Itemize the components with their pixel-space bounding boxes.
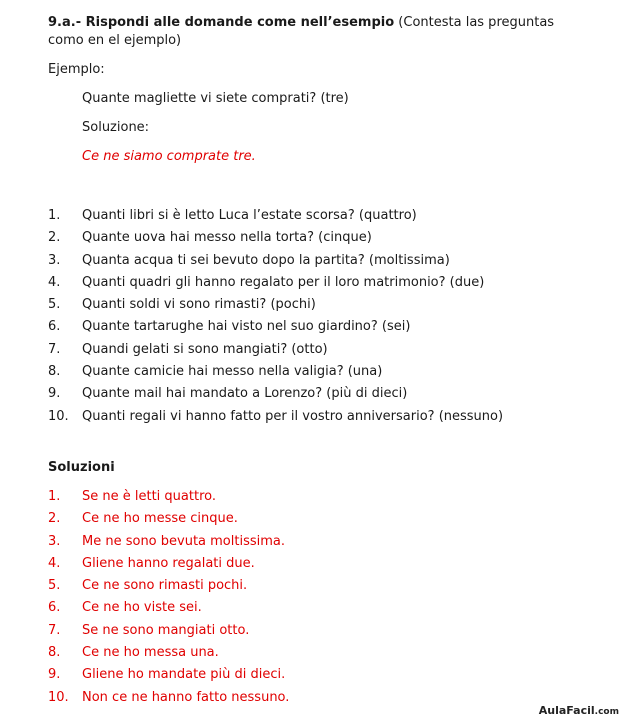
example-solution-label: Soluzione:	[82, 120, 150, 135]
solution-text: Gliene ho mandate più di dieci.	[82, 667, 286, 683]
question-text: Quanti regali vi hanno fatto per il vostro anniversario? (nessuno)	[82, 408, 504, 424]
solution-number: 10.	[48, 689, 69, 705]
solution-number: 8.	[48, 645, 61, 661]
question-text: Quandi gelati si sono mangiati? (otto)	[82, 341, 328, 357]
solution-number: 7.	[48, 622, 61, 638]
question-text: Quante uova hai messo nella torta? (cinque)	[82, 230, 372, 246]
question-number: 1.	[48, 208, 61, 223]
watermark-brand: AulaFacil	[538, 704, 595, 717]
exercise-title-italian: 9.a.- Rispondi alle domande come nell’esempio	[48, 15, 395, 30]
question-text: Quanti quadri gli hanno regalato per il loro matrimonio? (due)	[82, 274, 485, 290]
question-number: 10.	[48, 408, 69, 424]
question-number: 9.	[48, 386, 61, 402]
solution-text: Se ne sono mangiati otto.	[82, 622, 250, 638]
question-number: 3.	[48, 252, 61, 268]
exercise-title	[48, 14, 588, 50]
solution-number: 2.	[48, 511, 61, 527]
example-question: Quante magliette vi siete comprati? (tre)	[82, 91, 349, 106]
solution-text: Non ce ne hanno fatto nessuno.	[82, 689, 290, 705]
question-text: Quante tartarughe hai visto nel suo giardino? (sei)	[82, 319, 411, 335]
solution-number: 6.	[48, 600, 61, 616]
question-number: 8.	[48, 364, 61, 380]
solution-text: Gliene hanno regalati due.	[82, 555, 255, 571]
exercise-title-translation: (Contesta las preguntas como en el ejemplo)	[48, 15, 555, 48]
solution-number: 1.	[48, 489, 61, 504]
solution-text: Ce ne ho viste sei.	[82, 600, 202, 616]
solution-text: Ce ne sono rimasti pochi.	[82, 578, 248, 594]
question-text: Quanti soldi vi sono rimasti? (pochi)	[82, 297, 316, 313]
solution-number: 3.	[48, 533, 61, 549]
solution-text: Me ne sono bevuta moltissima.	[82, 533, 286, 549]
solution-number: 9.	[48, 667, 61, 683]
question-number: 7.	[48, 341, 61, 357]
example-label: Ejemplo:	[48, 62, 105, 77]
solution-text: Ce ne ho messe cinque.	[82, 511, 238, 527]
solution-number: 4.	[48, 555, 61, 571]
question-text: Quanti libri si è letto Luca l’estate scorsa? (quattro)	[82, 208, 417, 223]
watermark-domain: .com	[594, 707, 619, 717]
solution-text: Ce ne ho messa una.	[82, 645, 219, 661]
aulafacil-watermark	[539, 704, 619, 719]
question-number: 2.	[48, 230, 61, 246]
question-text: Quante camicie hai messo nella valigia? (una)	[82, 364, 383, 380]
question-number: 6.	[48, 319, 61, 335]
example-answer: Ce ne siamo comprate tre.	[82, 149, 256, 164]
solutions-heading: Soluzioni	[48, 460, 115, 475]
question-number: 4.	[48, 274, 61, 290]
solution-number: 5.	[48, 578, 61, 594]
question-text: Quanta acqua ti sei bevuto dopo la partita? (moltissima)	[82, 252, 450, 268]
question-number: 5.	[48, 297, 61, 313]
solution-text: Se ne è letti quattro.	[82, 489, 216, 504]
question-text: Quante mail hai mandato a Lorenzo? (più di dieci)	[82, 386, 408, 402]
